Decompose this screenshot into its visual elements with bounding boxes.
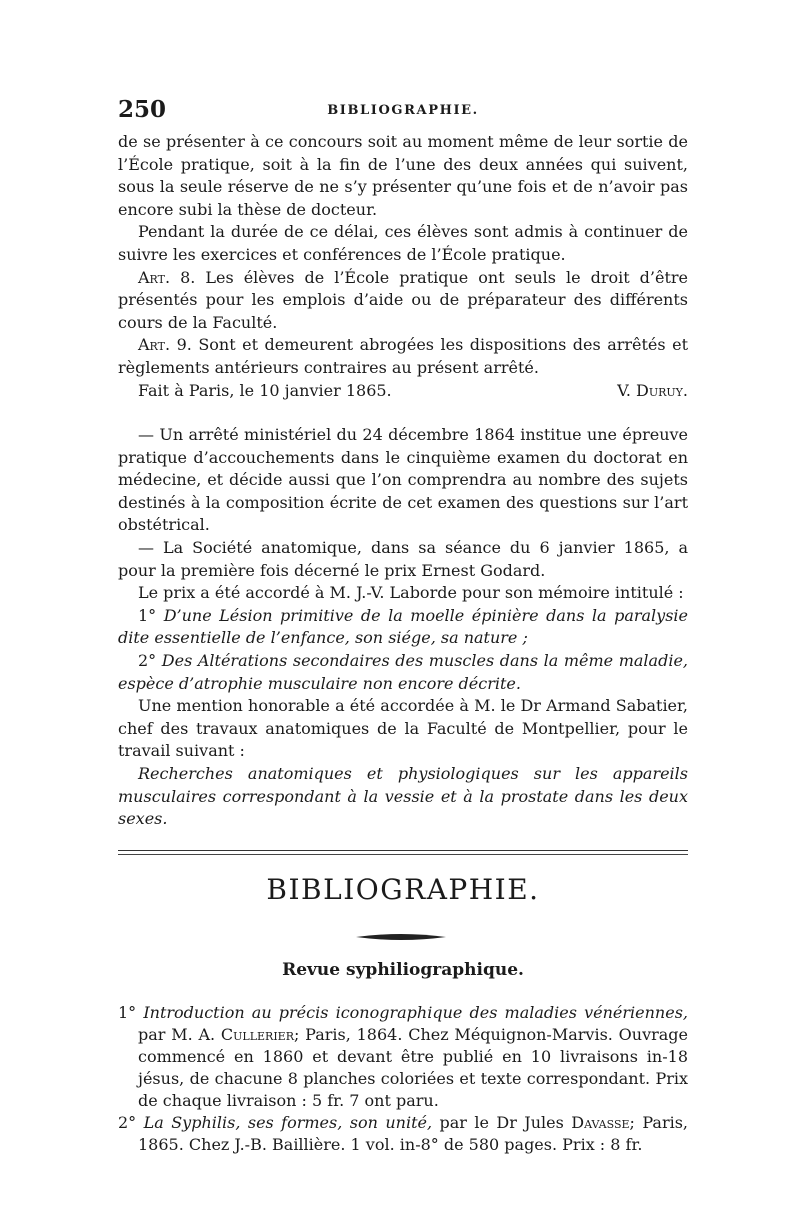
paragraph: Art. 9. Sont et demeurent abrogées les dispositions des arrêtés et règlements antérieurs contraires au présent arrêté. [118, 335, 689, 377]
paragraph: 2° Des Altérations secondaires des muscles dans la même maladie, espèce d’atrophie musculaire non encore décrite. [118, 650, 689, 693]
paragraph: — La Société anatomique, dans sa séance du 6 janvier 1865, a pour la première fois décerné le prix Ernest Godard. [118, 537, 688, 580]
bibliography-entry: 2° La Syphilis, ses formes, son unité, par le Dr Jules Davasse; Paris, 1865. Chez J.-B. Baillière. 1 vol. in-8° de 580 pages. Prix : 8 fr. [118, 1113, 689, 1154]
signature-place-date: Fait à Paris, le 10 janvier 1865. [138, 380, 392, 400]
work-title: Recherches anatomiques et physiologiques sur les appareils musculaires correspondant à la vessie et à la prostate dans les deux sexes. [118, 763, 688, 829]
paragraph: Pendant la durée de ce délai, ces élèves sont admis à continuer de suivre les exercices et conférences de l’École pratique. [118, 222, 688, 264]
section-rule [118, 850, 688, 851]
book-title: Introduction au précis iconographique des maladies vénériennes, [143, 1003, 689, 1022]
running-head: BIBLIOGRAPHIE. [327, 103, 479, 118]
page-number: 250 [118, 96, 167, 123]
section-rule [118, 854, 688, 855]
paragraph: 1° D’une Lésion primitive de la moelle épinière dans la paralysie dite essentielle de l’enfance, son siége, sa nature ; [118, 605, 689, 648]
signature-name: V. Duruy. [617, 380, 688, 400]
memoir-title: Des Altérations secondaires des muscles dans la même maladie, espèce d’atrophie musculaire non encore décrite. [118, 650, 689, 693]
memoir-title: D’une Lésion primitive de la moelle épinière dans la paralysie dite essentielle de l’enfance, son siége, sa nature ; [118, 605, 689, 648]
paragraph: Art. 8. Les élèves de l’École pratique ont seuls le droit d’être présentés pour les emplois d’aide ou de préparateur des différents cours de la Faculté. [118, 267, 689, 332]
page-header [118, 96, 688, 126]
paragraph: — Un arrêté ministériel du 24 décembre 1864 institue une épreuve pratique d’accouchements dans le cinquième examen du doctorat en médecine, et décide aussi que l’on comprendra au nombre des sujets destinés à la composition écrite de cet examen des questions sur l’art obstétrical. [118, 425, 688, 535]
signature-line [118, 380, 688, 403]
paragraph: Le prix a été accordé à M. J.-V. Laborde pour son mémoire intitulé : [138, 583, 684, 603]
section-subtitle: Revue syphiliographique. [282, 960, 524, 980]
section-title: BIBLIOGRAPHIE. [266, 873, 540, 906]
decree-text [118, 131, 688, 402]
paragraph: Une mention honorable a été accordée à M. le Dr Armand Sabatier, chef des travaux anatomiques de la Faculté de Montpellier, pour le travail suivant : [118, 696, 688, 761]
article-label: Art. 9. [138, 335, 192, 355]
ornament-icon [356, 932, 446, 942]
bibliography-entry: 1° Introduction au précis iconographique des maladies vénériennes, par M. A. Cullerier; Paris, 1864. Chez Méquignon-Marvis. Ouvrage commencé en 1860 et devant être publié en 10 livraisons in-18 jésus, de chacune 8 planches coloriées et texte correspondant. Prix de chaque livraison : 5 fr. 7 ont paru. [118, 1003, 689, 1110]
article-label: Art. 8. [138, 267, 196, 287]
bibliography-list [118, 1002, 688, 1156]
author-name: Davasse [571, 1113, 630, 1132]
book-title: La Syphilis, ses formes, son unité, [143, 1113, 433, 1132]
paragraph: de se présenter à ce concours soit au moment même de leur sortie de l’École pratique, soit à la fin de l’une des deux années qui suivent, sous la seule réserve de ne s’y présenter qu’une fois et de n’avoir pas encore subi la thèse de docteur. [118, 132, 688, 219]
news-text [118, 424, 688, 831]
author-name: Cullerier [220, 1025, 294, 1044]
